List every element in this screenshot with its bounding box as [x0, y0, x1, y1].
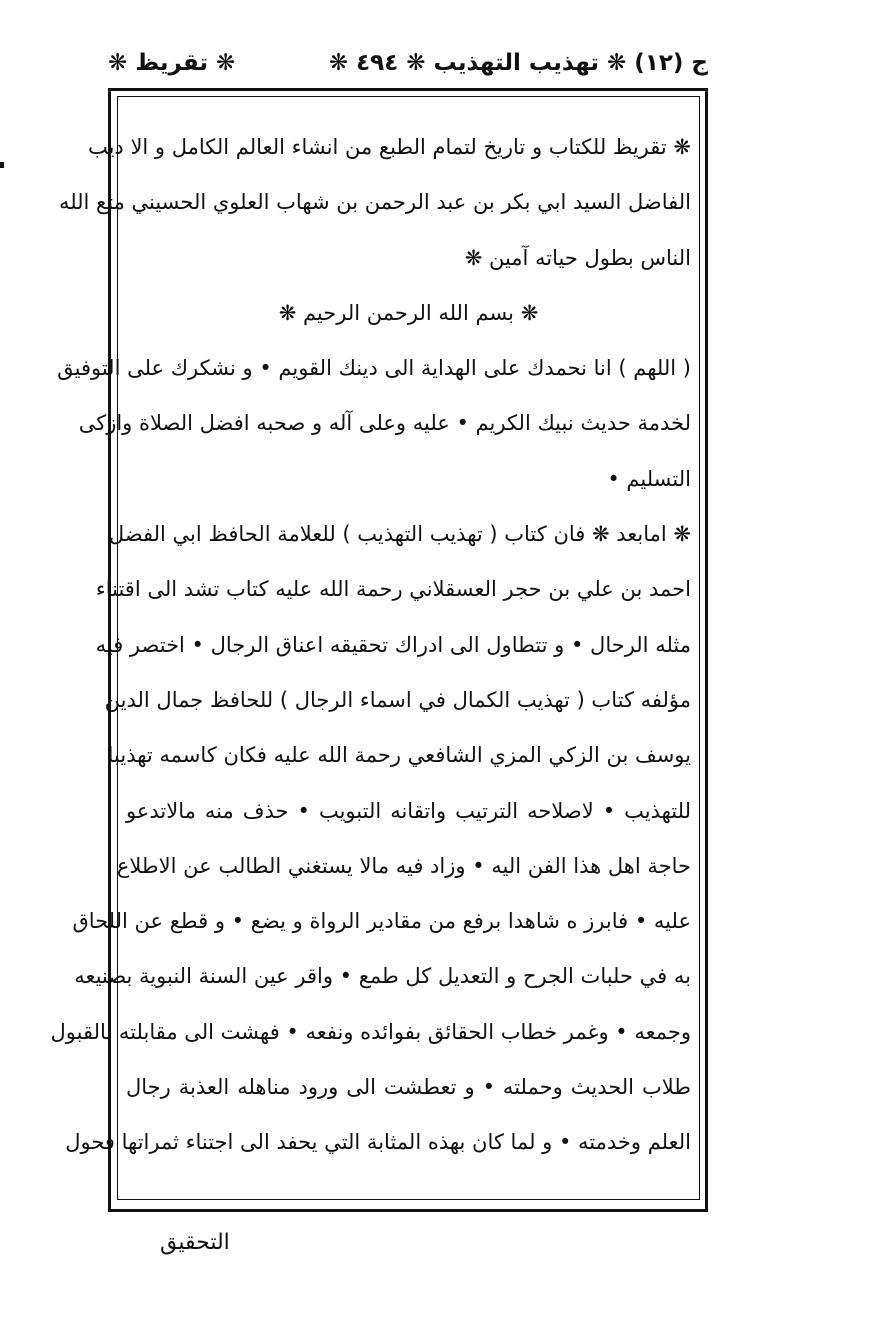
text-line: عليه • فابرز ه شاهدا برفع من مقادير الرواة و يضع • و قطع عن اللحاق	[72, 909, 691, 934]
text-line: لخدمة حديث نبيك الكريم • عليه وعلى آله و صحبه افضل الصلاة وازكى	[78, 411, 691, 436]
text-line: مثله الرحال • و تتطاول الى ادراك تحقيقه اعناق الرجال • اختصر فيه	[95, 632, 691, 657]
section-title: ❋ تقريظ ❋	[108, 50, 236, 76]
text-line: مؤلفه كتاب ( تهذيب الكمال في اسماء الرجال ) للحافظ جمال الدين	[104, 687, 691, 712]
running-title: ج (١٢) ❋ تهذيب التهذيب ❋ ٤٩٤ ❋	[328, 50, 708, 76]
text-line: الفاضل السيد ابي بكر بن عبد الرحمن بن شهاب العلوي الحسيني متع الله	[58, 190, 691, 215]
text-line: الناس بطول حياته آمين ❋	[464, 245, 691, 270]
text-line: وجمعه • وغمر خطاب الحقائق بفوائده ونفعه • فهشت الى مقابلته بالقبول	[50, 1019, 691, 1044]
text-line: ❋ امابعد ❋ فان كتاب ( تهذيب التهذيب ) للعلامة الحافظ ابي الفضل	[108, 522, 691, 547]
catchword: التحقيق	[160, 1230, 230, 1255]
text-line: التسليم •	[607, 466, 691, 491]
body-text	[50, 120, 691, 1171]
text-line: العلم وخدمته • و لما كان بهذه المثابة التي يحفد الى اجتناء ثمراتها فحول	[65, 1130, 691, 1155]
text-line: احمد بن علي بن حجر العسقلاني رحمة الله عليه كتاب تشد الى اقتناء	[95, 577, 691, 602]
text-line: طلاب الحديث وحملته • و تعطشت الى ورود مناهله العذبة رجال	[126, 1075, 691, 1100]
margin-mark	[0, 162, 4, 168]
basmala-heading: ❋ بسم الله الرحمن الرحيم ❋	[278, 300, 539, 325]
text-line: ( اللهم ) انا نحمدك على الهداية الى دينك القويم • و نشكرك على التوفيق	[57, 356, 691, 381]
text-line: به في حلبات الجرح و التعديل كل طمع • واقر عين السنة النبوية بصنيعه	[74, 964, 691, 989]
page-header	[108, 48, 708, 88]
text-line: حاجة اهل هذا الفن اليه • وزاد فيه مالا يستغني الطالب عن الاطلاع	[116, 853, 691, 878]
text-line: يوسف بن الزكي المزي الشافعي رحمة الله عليه فكان كاسمه تهذيبا	[107, 743, 691, 768]
text-line: للتهذيب • لاصلاحه الترتيب واتقانه التبويب • حذف منه مالاتدعو	[126, 798, 691, 823]
text-line: ❋ تقريظ للكتاب و تاريخ لتمام الطبع من انشاء العالم الكامل و الا ديب	[87, 135, 691, 159]
